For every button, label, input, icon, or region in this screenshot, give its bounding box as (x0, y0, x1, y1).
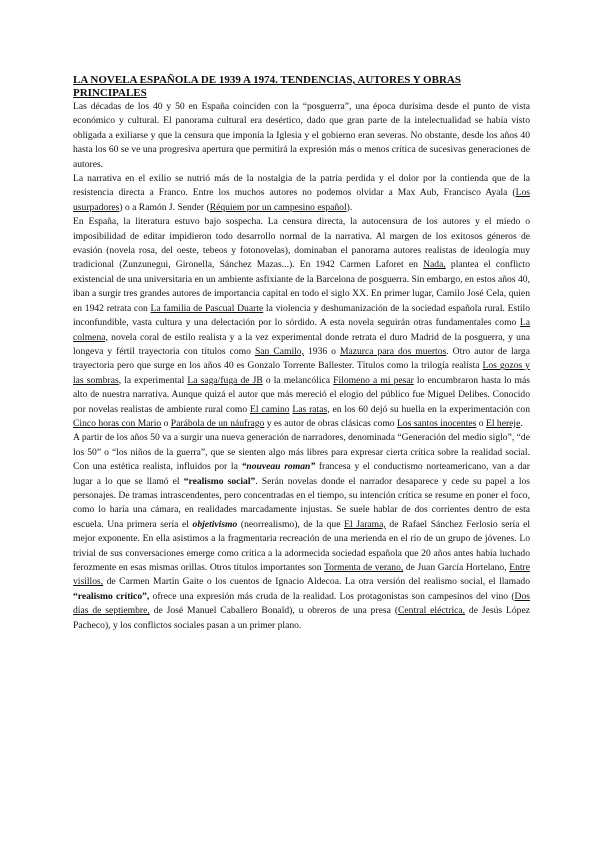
text-run: francesa y el conductismo norteamericano, van a dar lugar a lo que se llamó el (73, 461, 530, 487)
work-title: La familia de Pascual Duarte (150, 302, 264, 314)
text-run: de Carmen Martín Gaite o los cuentos de Ignacio Aldecoa. La otra versión del realismo social, el llamado (103, 576, 530, 588)
work-title: Dos días de septiembre, (73, 590, 530, 617)
work-title: El Jarama, (344, 518, 386, 530)
text-run: o la melancólica (262, 374, 334, 386)
work-title: Réquiem por un campesino español (209, 201, 347, 213)
work-title: Los usurpadores (73, 187, 530, 213)
text-run: . Otro autor de larga trayectoria pero que surge en los años 40 es Gonzalo Torrente Ballester. Títulos como la trilogía realista (73, 345, 530, 372)
document-body (73, 74, 530, 633)
work-title: San Camilo, (254, 345, 304, 357)
text-run: Las décadas de los 40 y 50 en España coinciden con la “posguerra”, una época durísima desde el punto de vista económico y cultural. El panorama cultural era desértico, dado que gran parte de la intelectualidad se había visto obligada a exiliarse y que la censura que imponía la Iglesia y el gobierno eran severas. No obstante, desde los años 40 hasta los 60 se ve una progresiva apertura que permitirá la expresión más o menos crítica de sucesivas generaciones de autores. (73, 101, 530, 170)
work-title: La colmena, (73, 317, 530, 343)
key-term: “realismo social” (183, 475, 256, 487)
text-run: de José Manuel Caballero Bonald), u obreros de una presa ( (149, 605, 399, 617)
text-run: ofrece una expresión más cruda de la realidad. Los protagonistas son campesinos del vino ( (149, 590, 515, 602)
work-title: Parábola de un náufrago (170, 417, 265, 429)
text-run: o (476, 417, 486, 429)
work-title: Tormenta de verano, (323, 562, 404, 573)
work-title: El hereje (485, 417, 521, 429)
text-run: La narrativa en el exilio se nutrió más de la nostalgia de la patria perdida y el dolor por la contienda que de la resistencia directa a Franco. Entre los muchos autores no podemos olvidar a Max Aub, Francisco Ayala ( (73, 173, 530, 199)
text-run: de Jesús López Pacheco), y los conflictos sociales pasan a un primer plano. (73, 605, 530, 631)
text-run: de Juan García Hortelano, (403, 562, 510, 573)
work-title: Cinco horas con Mario (73, 417, 162, 429)
text-run: o (161, 417, 171, 429)
text-run: 1936 o (303, 345, 340, 357)
paragraph-espana (73, 215, 530, 431)
work-title: Nada, (423, 259, 446, 271)
text-run: . (520, 417, 523, 429)
text-run: la violencia y deshumanización de la sociedad española rural. Estilo inconfundible, vasta cultura y una delectación por lo sórdido. A esta novela seguirán otras fundamentales como (73, 302, 530, 329)
paragraph-generacion-50 (73, 431, 530, 633)
work-title: Filomeno a mi pesar (333, 374, 414, 386)
text-run: , la experimental (118, 374, 188, 386)
text-run: novela coral de estilo realista y a la vez experimental donde retrata el duro Madrid de la posguerra, y una longeva y fértil trayectoria con títulos como (73, 331, 530, 357)
work-title: Las ratas, (292, 403, 330, 415)
work-title: Entre visillos, (73, 562, 530, 588)
paragraph-exilio (73, 172, 530, 215)
paragraph-posguerra (73, 100, 530, 172)
text-run: plantea el conflicto existencial de una universitaria en un ambiente asfixiante de la Barcelona de posguerra. Sin embargo, en estos años 40, iban a surgir tres grandes autores de importancia capital en todo el siglo XX. En primer lugar, Camilo José Cela, quien en 1942 retrata con (73, 259, 530, 314)
text-run: (neorrealismo), de la que (237, 518, 345, 530)
text-run: lo encumbraron hasta lo más alto de nuestra narrativa. Aunque quizá el autor que más mereció el elogio del público fue Miguel Delibes. Conocido por novelas realistas de ambiente rural como (73, 374, 530, 415)
key-term: “nouveau roman” (241, 461, 316, 473)
text-run: En España, la literatura estuvo bajo sospecha. La censura directa, la autocensura de los autores y el miedo o imposibilidad de editar impidieron todo desarrollo normal de la narrativa. Al margen de los exitosos géneros de evasión (novela rosa, del oeste, tebeos y fotonovelas), dominaban el panorama autores realistas de ideología muy tradicional (Zunzunegui, Gironella, Sánchez Mazas...). En 1942 Carmen Laforet en (73, 216, 530, 271)
key-term: “realismo crítico”, (73, 590, 150, 602)
work-title: El camino (249, 403, 290, 415)
work-title: Mazurca para dos muertos (339, 345, 447, 357)
text-run: ). (346, 201, 353, 213)
document-title: LA NOVELA ESPAÑOLA DE 1939 A 1974. TENDENCIAS, AUTORES Y OBRAS PRINCIPALES (73, 74, 461, 99)
work-title: La saga/fuga de JB (187, 374, 263, 386)
key-term: objetivismo (192, 518, 238, 530)
work-title: Los santos inocentes (396, 417, 477, 429)
text-run: . Serán novelas donde el narrador desaparece y cede su papel a los personajes. De tramas intrascendentes, pero concentradas en el tiempo, su intención crítica se resume en poner el foco, como lo haría una cámara, en realidades marcadamente injustas. Se suele hablar de dos corrientes dentro de esta escuela. Una primera sería el (73, 475, 531, 530)
text-run: y es autor de obras clásicas como (264, 417, 397, 429)
text-run: A partir de los años 50 va a surgir una nueva generación de narradores, denominada “Generación del medio siglo”, “de los 50” o “los niños de la guerra”, que se sienten algo más libres para expresar cierta crítica sobre la realidad social. Con una estética realista, influidos por la (73, 432, 530, 473)
text-run: en los 60 dejó su huella en la experimentación con (329, 403, 531, 415)
text-run: de Rafael Sánchez Ferlosio sería el mejor exponente. En ella asistimos a la fragmentaria recreación de una merienda en el río de un grupo de jóvenes. Lo trivial de sus conversaciones emerge como crítica a la adormecida sociedad española que 20 años antes había luchado ferozmente en esas mismas orillas. Otros títulos importantes son (73, 518, 530, 573)
text-run: ) o a Ramón J. Sender ( (119, 201, 210, 213)
work-title: Los gozos y las sombras (73, 360, 530, 386)
work-title: Central eléctrica, (398, 605, 466, 617)
